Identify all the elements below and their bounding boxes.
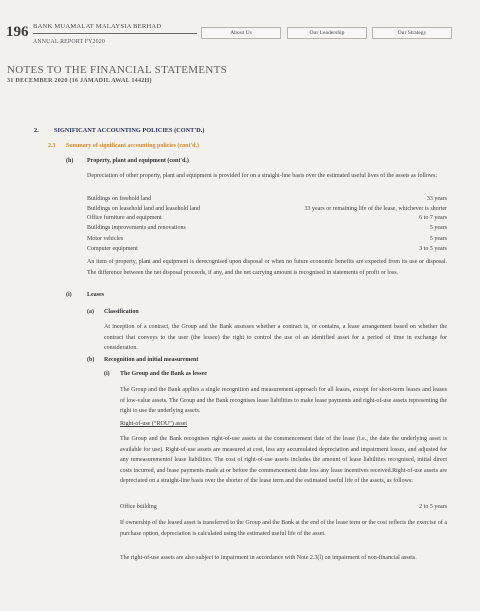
report-title: ANNUAL REPORT FY2020 xyxy=(33,39,105,45)
subsection-title: Summary of significant accounting policies (cont'd.) xyxy=(66,143,199,149)
depreciation-paragraph: Depreciation of other property, plant and equipment is provided for on a straight-line basis over the estimated useful lives of the assets as follows: xyxy=(87,173,438,179)
item-a-title: Classification xyxy=(104,309,139,315)
table-row xyxy=(87,236,447,245)
item-i-title: Leases xyxy=(87,292,104,298)
item-a-label: (a) xyxy=(87,309,94,315)
impairment-paragraph: The right-of-use assets are also subject to impairment in accordance with Note 2.3(l) on impairment of non-financial assets. xyxy=(120,555,417,561)
useful-life-table xyxy=(87,196,447,254)
item-b-label: (b) xyxy=(87,357,95,363)
table-row xyxy=(87,196,447,205)
table-row xyxy=(87,225,447,234)
subsection-number: 2.3 xyxy=(48,143,56,149)
table-row xyxy=(87,246,447,255)
section-number: 2. xyxy=(34,127,39,134)
item-h-title: Property, plant and equipment (cont'd.) xyxy=(87,158,189,164)
page-subtitle: 31 DECEMBER 2020 (16 JAMADIL AWAL 1442H) xyxy=(7,77,152,84)
asset-life: 33 years xyxy=(426,196,447,202)
asset-name: Buildings on leasehold land and leasehold land xyxy=(87,205,200,212)
item-i-label: (i) xyxy=(66,292,72,298)
asset-life: 3 to 5 years xyxy=(419,245,447,252)
rou-paragraph: The Group and the Bank recognises right-of-use assets at the commencement date of the lease (i.e., the date the underlying asset is available for use). Right-of-use assets are measured at cost, less any accumulated depreciation and impairment losses, and adjusted for any remeasurementof lease liabilities. The cost of right-of-use assets includes the amount of lease liabilities recognised, initial direct costs incurred, and lease payments made at or before the commencement date less any lease incentives received.Right-of-use assets are depreciated on a straight-line basis over the shorter of the lease term and the estimated useful life of the assets, as follows: xyxy=(120,436,447,484)
asset-name: Buildings improvements and renovations xyxy=(87,224,186,231)
section-title: SIGNIFICANT ACCOUNTING POLICIES (CONT'D.) xyxy=(54,127,205,134)
asset-life: 5 years xyxy=(429,224,447,231)
derecognition-paragraph: An item of property, plant and equipment is derecognised upon disposal or when no future economic benefits are expected from its use or disposal. The difference between the net disposal proceeds, if any, and the net carrying amount is recognised in statements of profit or loss. xyxy=(87,259,447,276)
classification-paragraph: At inception of a contract, the Group and the Bank assesses whether a contract is, or contains, a lease arrangement based on whether the contract that conveys to the user (the lessee) the right to control the use of an identified asset for a period of time in exchange for consideration. xyxy=(104,324,447,351)
asset-name: Buildings on freehold land xyxy=(87,196,152,202)
office-building-value: 2 to 5 years xyxy=(419,504,447,510)
nav-our-leadership-button[interactable]: Our Leadership xyxy=(287,27,367,39)
item-b-title: Recognition and initial measurement xyxy=(104,357,199,363)
asset-name: Computer equipment xyxy=(87,245,138,252)
asset-life: 33 years or remaining life of the lease, whichever is shorter xyxy=(304,205,447,212)
asset-name: Motor vehicles xyxy=(87,236,124,242)
page-title: NOTES TO THE FINANCIAL STATEMENTS xyxy=(7,64,228,76)
rou-heading: Right-of-use (“ROU”) asset xyxy=(120,421,187,427)
page-number: 196 xyxy=(6,24,29,40)
item-h-label: (h) xyxy=(66,158,74,164)
asset-name: Office furniture and equipment xyxy=(87,215,162,221)
asset-life: 5 years xyxy=(429,236,447,242)
nav-our-strategy-button[interactable]: Our Strategy xyxy=(372,27,452,39)
table-row xyxy=(87,206,447,215)
lessee-paragraph: The Group and the Bank applies a single recognition and measurement approach for all leases, except for short-term leases and leases of low-value assets. The Group and the Bank recognises lease liabilities to make lease payments and right-of-use assets representing the right to use the underlying assets. xyxy=(120,387,447,414)
nav-about-us-button[interactable]: About Us xyxy=(201,27,281,39)
header-divider xyxy=(33,33,197,34)
table-row xyxy=(87,215,447,224)
item-bi-title: The Group and the Bank as lessee xyxy=(120,371,207,377)
bank-name: BANK MUAMALAT MALAYSIA BERHAD xyxy=(33,23,162,30)
office-building-label: Office building xyxy=(120,504,157,510)
asset-life: 6 to 7 years xyxy=(419,215,447,221)
ownership-paragraph: If ownership of the leased asset is transferred to the Group and the Bank at the end of the lease term or the cost reflects the exercise of a purchase option, depreciation is calculated using the estimated useful life of the asset. xyxy=(120,520,447,537)
item-bi-label: (i) xyxy=(104,371,110,377)
